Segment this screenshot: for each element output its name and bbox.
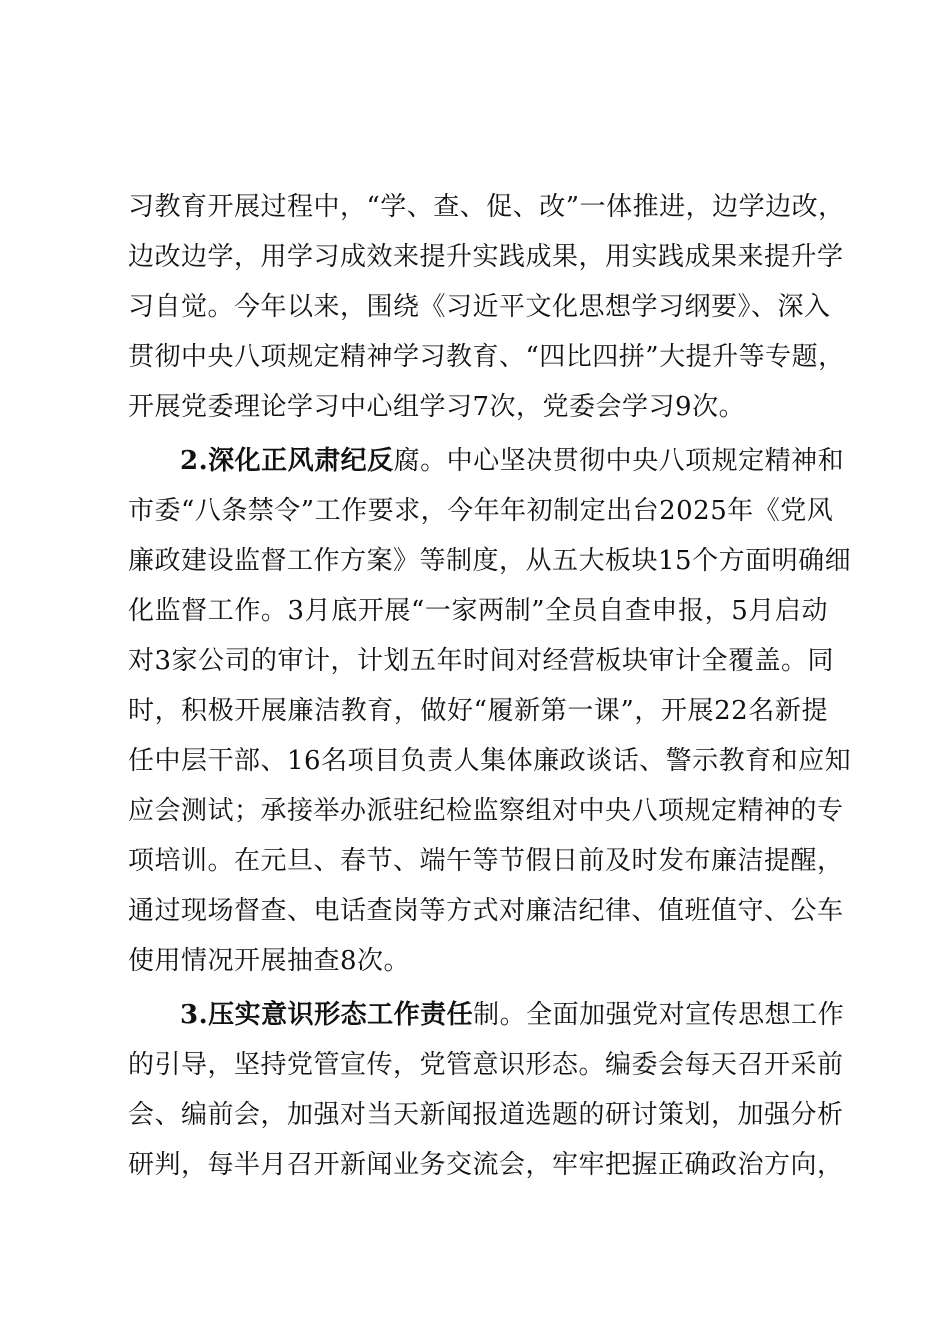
text-line: 任中层干部、16名项目负责人集体廉政谈话、警示教育和应知: [128, 746, 852, 776]
text-line: 化监督工作。3月底开展“一家两制”全员自查申报，5月启动: [128, 596, 828, 626]
document-body: [128, 182, 852, 1190]
section-3-first-line-text: 制。全面加强党对宣传思想工作: [473, 1000, 845, 1030]
text-line: 应会测试；承接举办派驻纪检监察组对中央八项规定精神的专: [128, 796, 844, 826]
text-line: 市委“八条禁令”工作要求，今年年初制定出台2025年《党风: [128, 496, 834, 526]
paragraph-1: [128, 182, 845, 432]
text-line: 廉政建设监督工作方案》等制度，从五大板块15个方面明确细: [128, 546, 852, 576]
text-line: 时，积极开展廉洁教育，做好“履新第一课”，开展22名新提: [128, 696, 828, 726]
text-line: 开展党委理论学习中心组学习7次，党委会学习9次。: [128, 392, 746, 422]
section-2-paragraph: [128, 436, 852, 986]
text-line: 的引导，坚持党管宣传，党管意识形态。编委会每天召开采前: [128, 1050, 844, 1080]
text-line: 习教育开展过程中，“学、查、促、改”一体推进，边学边改，: [128, 192, 845, 222]
text-line: 边改边学，用学习成效来提升实践成果，用实践成果来提升学: [128, 242, 844, 272]
text-line: 使用情况开展抽查8次。: [128, 946, 411, 976]
section-2-heading: 2.深化正风肃纪反: [180, 446, 394, 476]
text-line: 通过现场督查、电话查岗等方式对廉洁纪律、值班值守、公车: [128, 896, 844, 926]
text-line: 贯彻中央八项规定精神学习教育、“四比四拼”大提升等专题，: [128, 342, 845, 372]
section-2-first-line-text: 腐。中心坚决贯彻中央八项规定精神和: [393, 446, 845, 476]
text-line: 习自觉。今年以来，围绕《习近平文化思想学习纲要》、深入: [128, 292, 831, 322]
text-line: 会、编前会，加强对当天新闻报道选题的研讨策划，加强分析: [128, 1100, 844, 1130]
text-line: 项培训。在元旦、春节、端午等节假日前及时发布廉洁提醒，: [128, 846, 844, 876]
text-line: 研判，每半月召开新闻业务交流会，牢牢把握正确政治方向，: [128, 1150, 844, 1180]
section-3-paragraph: [128, 990, 845, 1190]
section-3-first-line: [128, 990, 845, 1040]
section-2-first-line: [128, 436, 845, 486]
section-3-heading: 3.压实意识形态工作责任: [180, 1000, 474, 1030]
text-line: 对3家公司的审计，计划五年时间对经营板块审计全覆盖。同: [128, 646, 835, 676]
